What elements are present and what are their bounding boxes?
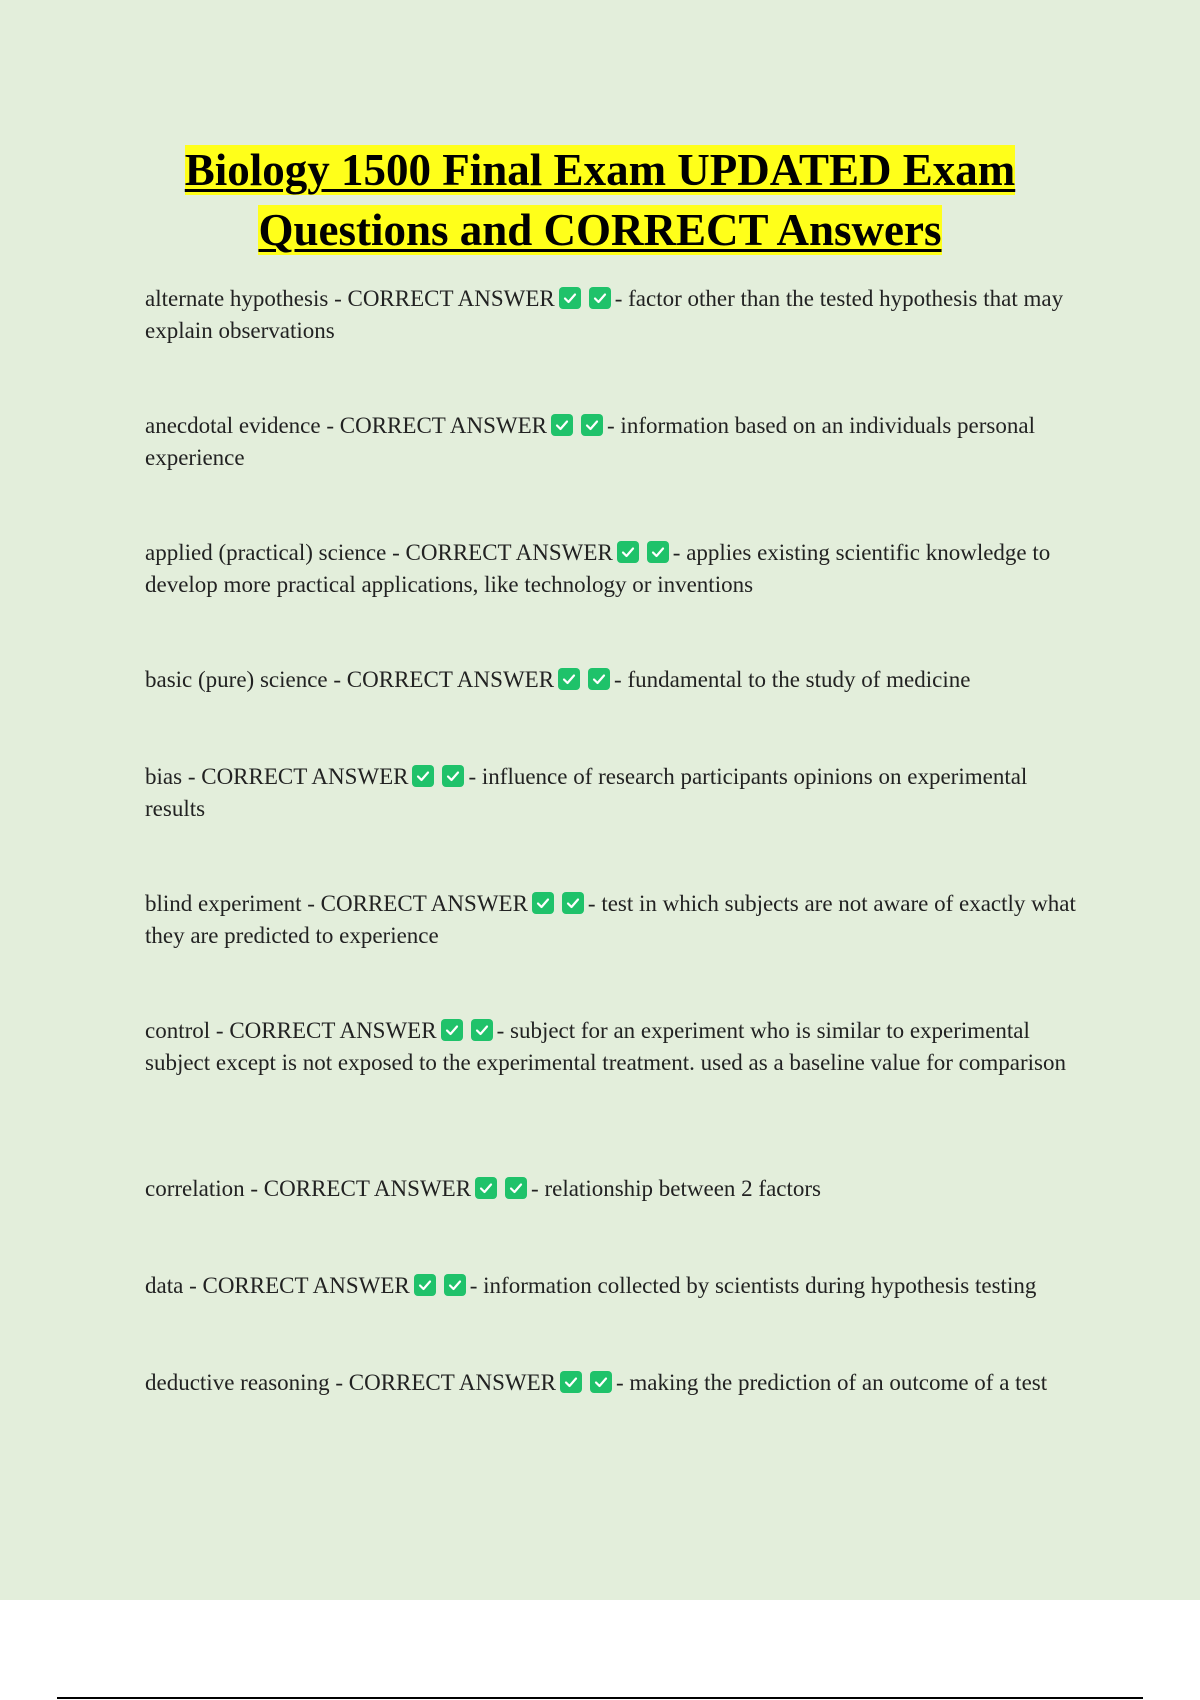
entry-definition: - test in which subjects are not aware of exactly what they are predicted to experience xyxy=(145,891,1076,948)
entry-definition: - information collected by scientists during hypothesis testing xyxy=(469,1273,1037,1298)
check-mark-icon xyxy=(505,1177,527,1199)
check-mark-icon xyxy=(444,1274,466,1296)
document-title xyxy=(0,140,1200,260)
qa-entry: anecdotal evidence - CORRECT ANSWER - information based on an individuals personal experience xyxy=(145,413,1035,470)
entry-definition: - subject for an experiment who is similar to experimental subject except is not exposed to the experimental treatment. used as a baseline value for comparison xyxy=(145,1018,1066,1075)
entry-definition: - fundamental to the study of medicine xyxy=(614,667,971,692)
check-mark-icon xyxy=(647,541,669,563)
entry-term: data xyxy=(145,1273,184,1298)
check-mark-icon xyxy=(590,1371,612,1393)
check-mark-icon xyxy=(558,668,580,690)
check-mark-icon xyxy=(560,1371,582,1393)
entry-term: bias xyxy=(145,764,183,789)
entry-definition: - making the prediction of an outcome of a test xyxy=(616,1370,1048,1395)
check-mark-icon xyxy=(617,541,639,563)
title-line-1: Biology 1500 Final Exam UPDATED Exam xyxy=(184,145,1016,195)
check-mark-icon xyxy=(589,287,611,309)
check-mark-icon xyxy=(551,414,573,436)
check-mark-icon xyxy=(412,765,434,787)
check-mark-icon xyxy=(562,892,584,914)
entry-definition: - applies existing scientific knowledge to develop more practical applications, like technology or inventions xyxy=(145,540,1051,597)
check-mark-icon xyxy=(441,1019,463,1041)
answer-marker: CORRECT ANSWER xyxy=(348,1370,556,1395)
qa-entry: correlation - CORRECT ANSWER - relationship between 2 factors xyxy=(145,1176,821,1201)
qa-entry: basic (pure) science - CORRECT ANSWER - fundamental to the study of medicine xyxy=(145,667,971,692)
answer-marker: CORRECT ANSWER xyxy=(347,286,555,311)
qa-entry: data - CORRECT ANSWER - information collected by scientists during hypothesis testing xyxy=(145,1273,1037,1298)
entry-term: control xyxy=(145,1018,211,1043)
check-mark-icon xyxy=(588,668,610,690)
entry-term: anecdotal evidence xyxy=(145,413,321,438)
check-mark-icon xyxy=(532,892,554,914)
entry-definition: - influence of research participants opinions on experimental results xyxy=(145,764,1028,821)
check-mark-icon xyxy=(559,287,581,309)
check-mark-icon xyxy=(471,1019,493,1041)
entry-term: basic (pure) science xyxy=(145,667,328,692)
entry-term: blind experiment xyxy=(145,891,302,916)
qa-entry: control - CORRECT ANSWER - subject for an experiment who is similar to experimental subject except is not exposed to the experimental treatment. used as a baseline value for comparison xyxy=(145,1018,1066,1075)
qa-entry: alternate hypothesis - CORRECT ANSWER - factor other than the tested hypothesis that may explain observations xyxy=(145,286,1064,343)
answer-marker: CORRECT ANSWER xyxy=(405,540,613,565)
qa-entry: deductive reasoning - CORRECT ANSWER - making the prediction of an outcome of a test xyxy=(145,1370,1048,1395)
answer-marker: CORRECT ANSWER xyxy=(263,1176,472,1201)
title-line-2: Questions and CORRECT Answers xyxy=(258,205,942,255)
qa-entry: applied (practical) science - CORRECT ANSWER - applies existing scientific knowledge to develop more practical applications, like technology or inventions xyxy=(145,540,1051,597)
qa-entry: blind experiment - CORRECT ANSWER - test in which subjects are not aware of exactly what they are predicted to experience xyxy=(145,891,1076,948)
entry-definition: - factor other than the tested hypothesis that may explain observations xyxy=(145,286,1064,343)
answer-marker: CORRECT ANSWER xyxy=(229,1018,437,1043)
answer-marker: CORRECT ANSWER xyxy=(346,667,555,692)
entry-term: applied (practical) science xyxy=(145,540,387,565)
answer-marker: CORRECT ANSWER xyxy=(339,413,548,438)
entry-term: deductive reasoning xyxy=(145,1370,330,1395)
footer-divider xyxy=(57,1697,1143,1699)
entry-definition: - information based on an individuals personal experience xyxy=(145,413,1035,470)
answer-marker: CORRECT ANSWER xyxy=(201,764,409,789)
check-mark-icon xyxy=(442,765,464,787)
qa-entry: bias - CORRECT ANSWER - influence of research participants opinions on experimental results xyxy=(145,764,1028,821)
answer-marker: CORRECT ANSWER xyxy=(202,1273,410,1298)
check-mark-icon xyxy=(581,414,603,436)
entry-term: alternate hypothesis xyxy=(145,286,329,311)
check-mark-icon xyxy=(414,1274,436,1296)
entry-definition: - relationship between 2 factors xyxy=(531,1176,821,1201)
entry-term: correlation xyxy=(145,1176,245,1201)
check-mark-icon xyxy=(475,1177,497,1199)
answer-marker: CORRECT ANSWER xyxy=(320,891,528,916)
